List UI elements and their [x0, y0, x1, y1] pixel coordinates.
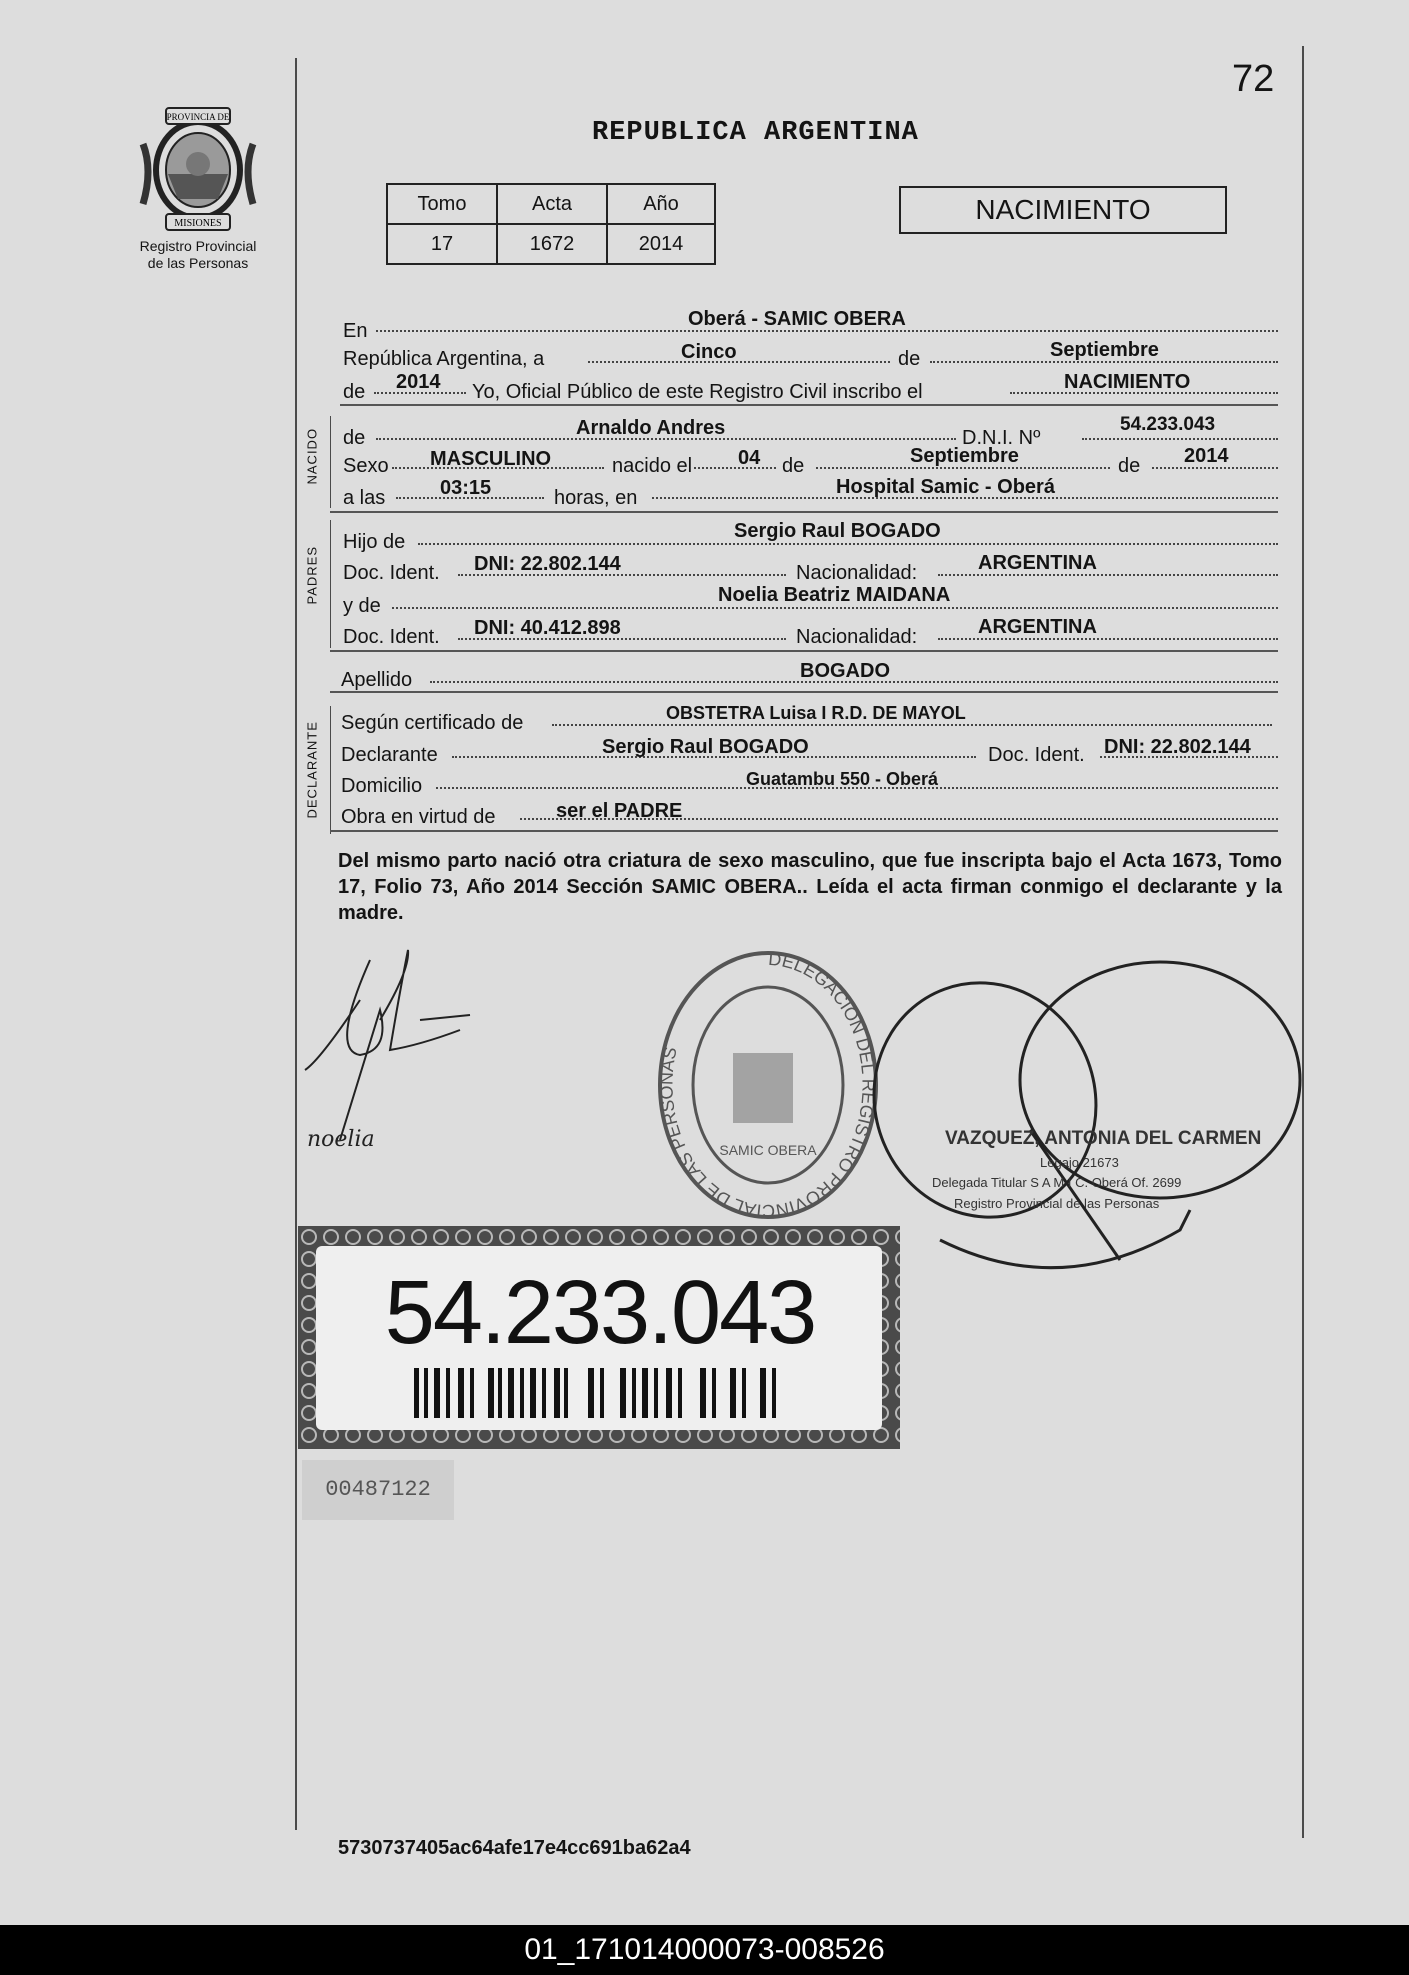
lugar-nac-value: Hospital Samic - Oberá — [836, 476, 1055, 498]
nombre-label: de — [343, 427, 366, 449]
tipo-value: NACIMIENTO — [1064, 371, 1191, 393]
horas-en-label: horas, en — [554, 487, 638, 509]
svg-text:DELEGACION DEL REGISTRO PROVIN: DELEGACION DEL REGISTRO PROVINCIAL DE LAS PERSONAS — [656, 948, 879, 1222]
madre-value: Noelia Beatriz MAIDANA — [718, 584, 951, 606]
domicilio-value: Guatambu 550 - Oberá — [746, 769, 939, 789]
madre-doc-value: DNI: 40.412.898 — [474, 617, 621, 639]
act-type-box: NACIMIENTO — [899, 186, 1227, 234]
section-divider — [330, 830, 1278, 832]
de-year2-label: de — [1118, 455, 1141, 477]
page-number: 72 — [1232, 58, 1275, 100]
hijo-de-label: Hijo de — [343, 531, 406, 553]
dia-nac-dots — [694, 467, 776, 469]
anio-value: 2014 — [396, 371, 441, 393]
section-divider — [330, 691, 1278, 693]
a-las-label: a las — [343, 487, 386, 509]
sexo-value: MASCULINO — [430, 448, 552, 470]
declarante-label: Declarante — [341, 744, 438, 766]
dia-value: Cinco — [681, 341, 737, 363]
svg-text:noelia: noelia — [307, 1127, 375, 1152]
anio-header: Año — [607, 184, 715, 224]
de-label: de — [898, 348, 921, 370]
obra-value: ser el PADRE — [556, 800, 683, 822]
padre-dots — [418, 543, 1278, 545]
anio-nac-value: 2014 — [1184, 445, 1229, 467]
obra-label: Obra en virtud de — [341, 806, 496, 828]
dia-dots — [588, 361, 890, 363]
section-divider — [340, 404, 1278, 406]
apellido-label: Apellido — [341, 669, 413, 691]
certificado-dots — [552, 724, 1272, 726]
hora-value: 03:15 — [440, 477, 492, 499]
serial-number: 00487122 — [302, 1460, 454, 1520]
dni-value: 54.233.043 — [1120, 414, 1216, 435]
book-reference-table — [386, 183, 716, 265]
official-org: Registro Provincial de las Personas — [954, 1196, 1160, 1211]
tomo-value: 17 — [387, 224, 497, 264]
acta-value: 1672 — [497, 224, 607, 264]
left-margin-line — [295, 58, 297, 1830]
padre-doc-value: DNI: 22.802.144 — [474, 553, 621, 575]
nacido-section-label: NACIDO — [304, 427, 320, 485]
anio-value: 2014 — [607, 224, 715, 264]
mes-value: Septiembre — [1050, 339, 1159, 361]
mes-nac-value: Septiembre — [910, 445, 1019, 467]
official-name: VAZQUEZ, ANTONIA DEL CARMEN — [945, 1128, 1262, 1149]
nacido-bracket — [330, 416, 331, 508]
dia-nac-value: 04 — [738, 447, 761, 469]
padre-nac-value: ARGENTINA — [978, 552, 1097, 574]
province-seal-logo — [138, 104, 258, 236]
observations-note: Del mismo parto nació otra criatura de sexo masculino, que fue inscripta bajo el Acta 1673, Tomo 17, Folio 73, Año 2014 Sección SAMIC OBERA.. Leída el acta firman conmigo el declarante y la madre. — [338, 850, 1282, 924]
document-hash: 5730737405ac64afe17e4cc691ba62a4 — [338, 1837, 691, 1859]
oficial-label: Yo, Oficial Público de este Registro Civil inscribo el — [472, 381, 923, 403]
domicilio-label: Domicilio — [341, 775, 423, 797]
declarante-section-label: DECLARANTE — [304, 721, 320, 819]
mother-signature — [305, 1118, 435, 1158]
declarante-doc-label: Doc. Ident. — [988, 744, 1085, 766]
official-role: Delegada Titular S A M I C. Oberá Of. 2699 — [932, 1175, 1182, 1190]
en-label: En — [343, 320, 368, 342]
svg-text:PROVINCIA DE: PROVINCIA DE — [166, 112, 230, 122]
declarante-value: Sergio Raul BOGADO — [602, 736, 809, 758]
certificate-number: 54.233.043 — [384, 1263, 816, 1363]
file-id-footer: 01_171014000073-008526 — [0, 1925, 1409, 1975]
de-month-label: de — [782, 455, 805, 477]
padres-bracket — [330, 520, 331, 648]
republica-label: República Argentina, a — [343, 348, 545, 370]
madre-dots — [392, 607, 1278, 609]
declarante-doc-value: DNI: 22.802.144 — [1104, 736, 1251, 758]
document-title: REPUBLICA ARGENTINA — [592, 118, 919, 148]
svg-text:MISIONES: MISIONES — [174, 218, 222, 229]
nacido-el-label: nacido el — [612, 455, 693, 477]
madre-nac-label: Nacionalidad: — [796, 626, 918, 648]
y-de-label: y de — [343, 595, 381, 617]
registry-caption: Registro Provincial de las Personas — [139, 238, 257, 271]
acta-header: Acta — [497, 184, 607, 224]
tomo-header: Tomo — [387, 184, 497, 224]
sexo-label: Sexo — [343, 455, 389, 477]
padre-doc-label: Doc. Ident. — [343, 562, 440, 584]
apellido-value: BOGADO — [800, 660, 890, 682]
declarant-signature — [300, 930, 530, 1150]
lugar-value: Oberá - SAMIC OBERA — [688, 308, 906, 330]
section-divider — [330, 511, 1278, 513]
nombre-value: Arnaldo Andres — [576, 417, 726, 439]
right-margin-line — [1302, 46, 1304, 1838]
padres-section-label: PADRES — [304, 546, 320, 605]
madre-nac-value: ARGENTINA — [978, 616, 1097, 638]
de-year-label: de — [343, 381, 366, 403]
svg-text:SAMIC OBERA: SAMIC OBERA — [719, 1142, 817, 1158]
section-divider — [330, 650, 1278, 652]
registry-stamp — [648, 935, 888, 1225]
segun-label: Según certificado de — [341, 712, 524, 734]
certificado-value: OBSTETRA Luisa I R.D. DE MAYOL — [666, 703, 966, 723]
official-legajo: Legajo 21673 — [1040, 1155, 1119, 1170]
padre-value: Sergio Raul BOGADO — [734, 520, 941, 542]
padre-nac-label: Nacionalidad: — [796, 562, 918, 584]
madre-doc-label: Doc. Ident. — [343, 626, 440, 648]
declarante-bracket — [330, 706, 331, 834]
dni-label: D.N.I. Nº — [962, 427, 1041, 449]
dni-dots — [1082, 438, 1278, 440]
